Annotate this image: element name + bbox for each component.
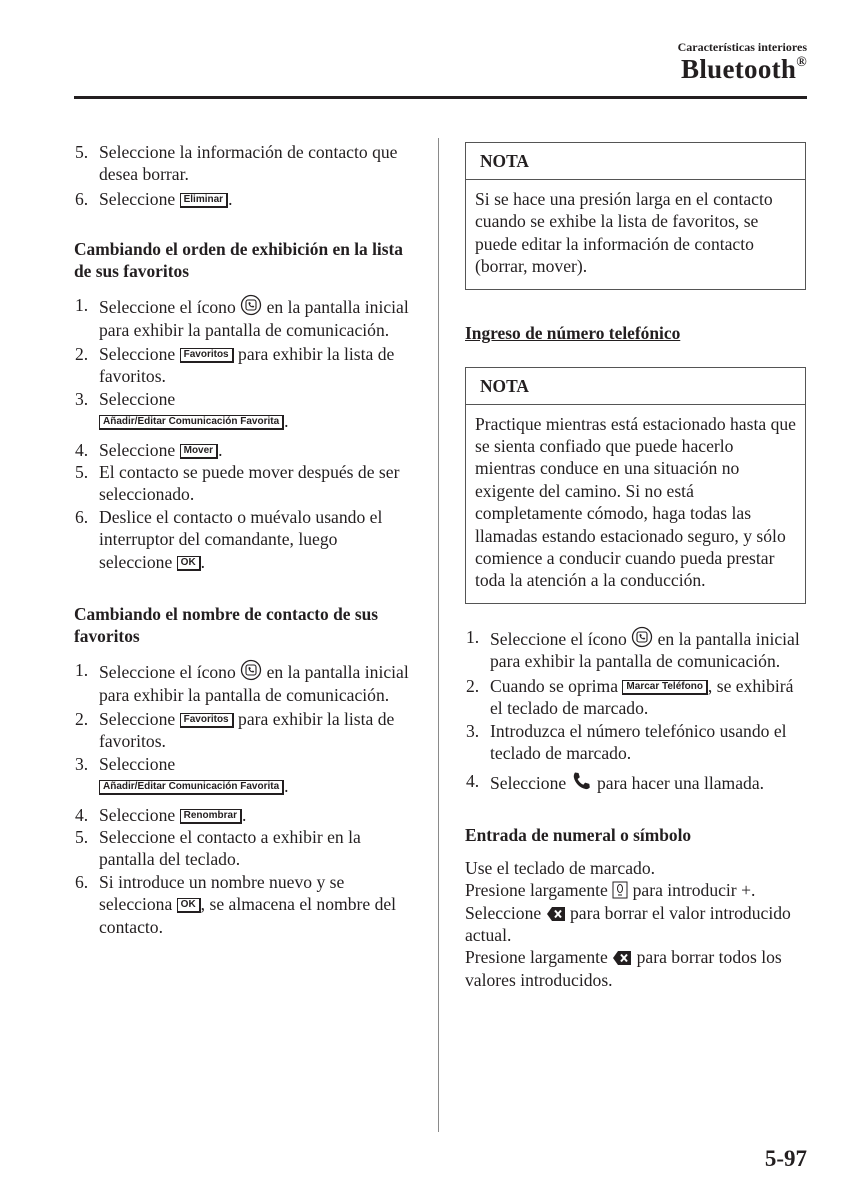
backspace-icon [612, 950, 632, 966]
list-item [74, 461, 414, 506]
step-text: Seleccione el contacto a exhibir en la pantalla del teclado. [99, 826, 361, 870]
step-text: , se exhibirá el teclado de marcado. [490, 675, 794, 719]
step-number: 2. [466, 675, 480, 696]
step-number: 1. [75, 295, 89, 316]
step-number: 6. [75, 506, 89, 527]
rename-steps [74, 659, 414, 938]
step-number: 5. [75, 826, 89, 847]
note-text: Practique mientras está estacionado hasta que se sienta confiado que puede hacerlo mientras conduce en una situación no exigente del camino. Si no está completamente cómodo, haga todas las llamadas estando estacionado seguro, y sólo comience a conducir cuando pueda prestar toda la atención a la conducción. [475, 413, 796, 591]
list-item [465, 720, 806, 765]
step-text: Seleccione [99, 388, 176, 409]
step-number: 3. [75, 388, 89, 409]
paragraph-text: Seleccione [465, 902, 546, 923]
step-text: Introduzca el número telefónico usando el teclado de marcado. [490, 720, 787, 763]
step-number: 4. [75, 804, 89, 825]
right-column [465, 142, 806, 991]
subheading-rename: Cambiando el nombre de contacto de sus favoritos [74, 604, 379, 647]
step-text: Seleccione [99, 753, 176, 774]
step-number: 1. [466, 626, 480, 647]
step-text: Seleccione [490, 773, 571, 794]
note-body [466, 180, 805, 289]
step-text: Seleccione [99, 439, 180, 460]
step-text: . [241, 804, 247, 825]
page-title-text: Bluetooth [681, 54, 797, 84]
step-text: . [284, 776, 289, 797]
note-body [466, 405, 805, 603]
list-item [74, 388, 414, 433]
step-number: 1. [75, 660, 89, 681]
step-number: 5. [75, 142, 89, 162]
subheading-numeral-symbol: Entrada de numeral o símbolo [465, 824, 692, 845]
step-text: Seleccione el ícono [99, 662, 241, 683]
dial-steps [465, 626, 806, 795]
section-label: Características interiores [677, 40, 807, 54]
eliminar-button: Eliminar [180, 193, 228, 208]
step-number: 6. [75, 871, 89, 892]
list-item [74, 826, 414, 871]
step-text: El contacto se puede mover después de ser seleccionado. [99, 462, 400, 505]
header-rule [74, 96, 807, 99]
favoritos-button: Favoritos [180, 713, 234, 728]
step-text: Cuando se oprima [490, 675, 623, 696]
step-number: 2. [75, 344, 89, 365]
list-item [74, 804, 414, 826]
phone-communication-icon [240, 659, 262, 681]
note-heading: NOTA [466, 143, 805, 180]
step-text: . [218, 439, 223, 460]
page-number: 5-97 [764, 1146, 807, 1171]
step-text: Deslice el contacto o muévalo usando el interruptor del comandante, luego seleccione [99, 506, 383, 572]
paragraph-text: para borrar el valor introducido actual. [465, 902, 791, 945]
step-text: Seleccione [99, 708, 180, 729]
step-text: Seleccione [99, 804, 180, 825]
favoritos-button: Favoritos [180, 348, 234, 363]
list-item [74, 753, 414, 798]
step-text: para exhibir la lista de favoritos. [99, 344, 395, 387]
step-text: en la pantalla inicial para exhibir la pantalla de comunicación. [99, 662, 409, 705]
step-text: para exhibir la lista de favoritos. [99, 708, 395, 752]
list-item [74, 294, 414, 341]
renombrar-button: Renombrar [180, 809, 242, 824]
note-box-safety [465, 367, 806, 604]
list-item [74, 659, 414, 706]
note-box-favorites [465, 142, 806, 290]
step-number: 6. [75, 188, 89, 209]
mover-button: Mover [180, 444, 218, 459]
step-text: Seleccione el ícono [490, 628, 632, 649]
paragraph-text: para introducir +. [628, 880, 756, 901]
step-text: Seleccione [99, 344, 180, 365]
list-item [74, 708, 414, 753]
step-number: 5. [75, 462, 89, 483]
step-text: Si introduce un nombre nuevo y se selecciona [99, 871, 345, 915]
step-text: . [284, 411, 289, 432]
page-title [681, 54, 807, 85]
step-text: . [200, 551, 206, 572]
add-edit-favorite-button: Añadir/Editar Comunicación Favorita [99, 415, 284, 430]
ok-button: OK [177, 898, 201, 913]
step-number: 2. [75, 708, 89, 729]
note-heading: NOTA [466, 368, 805, 405]
ok-button: OK [177, 556, 201, 571]
paragraph-line [465, 946, 806, 991]
step-text: en la pantalla inicial para exhibir la pantalla de comunicación. [99, 297, 409, 340]
step-text: Seleccione la información de contacto que desea borrar. [99, 142, 398, 185]
paragraph-line: Use el teclado de marcado. [465, 857, 656, 878]
list-item [74, 343, 414, 388]
list-item [74, 439, 414, 461]
add-edit-favorite-button: Añadir/Editar Comunicación Favorita [99, 780, 284, 795]
zero-key-icon [612, 881, 628, 899]
step-text: Seleccione el ícono [99, 297, 241, 318]
step-number: 4. [75, 439, 89, 460]
phone-call-icon [571, 770, 593, 792]
phone-communication-icon [631, 626, 653, 648]
list-item [74, 506, 414, 573]
step-number: 3. [466, 720, 480, 741]
list-item [74, 141, 414, 186]
step-number: 4. [466, 771, 480, 792]
paragraph-text: para borrar todos los valores introducidos. [465, 947, 782, 990]
phone-communication-icon [240, 294, 262, 316]
subheading-order: Cambiando el orden de exhibición en la lista de sus favoritos [74, 239, 404, 282]
delete-steps [74, 141, 414, 210]
step-text: en la pantalla inicial para exhibir la pantalla de comunicación. [490, 628, 800, 672]
paragraph-text: Presione largamente [465, 947, 613, 968]
left-column [74, 141, 414, 938]
step-text: , se almacena el nombre del contacto. [99, 894, 397, 937]
step-text: Seleccione [99, 188, 180, 209]
order-steps [74, 294, 414, 573]
step-text: . [228, 188, 233, 209]
paragraph-text: Presione largamente [465, 880, 613, 901]
list-item [74, 871, 414, 938]
backspace-icon [546, 906, 566, 922]
paragraph-line [465, 879, 806, 901]
list-item [465, 675, 806, 720]
list-item [465, 770, 806, 794]
note-text: Si se hace una presión larga en el contacto cuando se exhibe la lista de favoritos, se puede editar la información de contacto (borrar, mover). [475, 189, 773, 277]
paragraph-line [465, 902, 806, 947]
registered-mark: ® [796, 55, 807, 70]
numeral-symbol-paragraph [465, 857, 806, 991]
marcar-telefono-button: Marcar Teléfono [622, 680, 708, 695]
subheading-phone-number: Ingreso de número telefónico [465, 322, 681, 343]
list-item [74, 188, 414, 210]
list-item [465, 626, 806, 673]
step-text: para hacer una llamada. [592, 773, 765, 794]
column-divider [438, 138, 439, 1132]
step-number: 3. [75, 753, 89, 774]
